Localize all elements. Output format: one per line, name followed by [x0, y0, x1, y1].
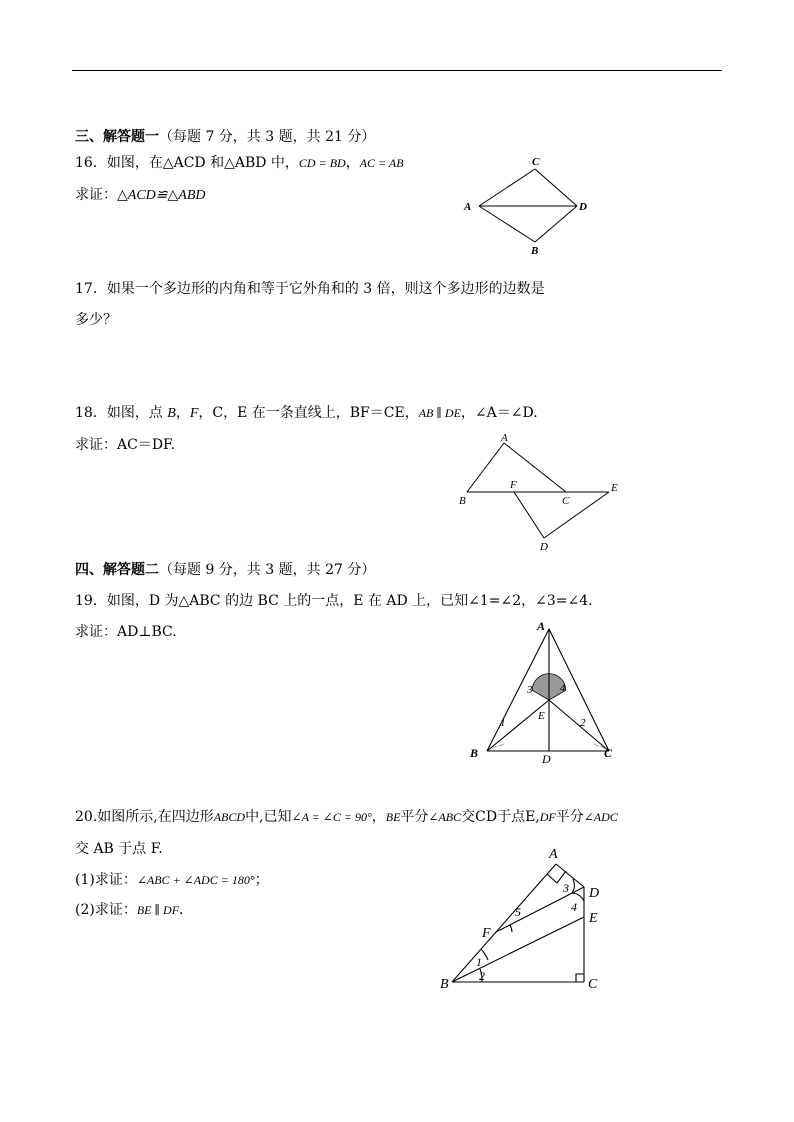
section3-title: [75, 128, 375, 146]
q20-p3: ，: [371, 809, 386, 825]
q16-seg-ac: [479, 169, 535, 206]
q19-label-e: E: [538, 710, 545, 722]
q20-label-c: C: [588, 977, 598, 992]
q20-angle-arc-5: [510, 925, 512, 932]
q19-seg-ec: [549, 700, 609, 751]
q20-part1: [75, 871, 269, 889]
q19-label-1: 1: [500, 717, 506, 729]
q19-label-b: B: [470, 746, 479, 760]
q19-figure: [462, 615, 627, 770]
q16-prove-prefix: 求证：: [75, 187, 117, 203]
q16-prove: [75, 186, 205, 205]
q18-label-c: C: [562, 495, 570, 507]
q19-prove: 求证：AD⊥BC.: [75, 624, 177, 640]
q20-p1: 20.如图所示,在四边形: [75, 809, 214, 825]
q20-p5: 交CD于点E,: [461, 809, 540, 825]
q16-statement: [75, 154, 404, 172]
q19-label-c: C: [604, 746, 613, 760]
header-rule: [72, 70, 722, 71]
q20-m3: BE: [385, 810, 401, 824]
q20-part1-math: ∠ABC + ∠ADC = 180°: [136, 873, 255, 887]
q16-seg-bd: [535, 206, 577, 242]
q19-label-3: 3: [527, 684, 533, 696]
q20-part2-suffix: ．: [179, 902, 194, 918]
q19-label-4: 4: [560, 682, 566, 694]
section4-note: （每题 9 分，共 3 题，共 27 分）: [159, 562, 376, 578]
q20-seg-ab: [452, 864, 556, 982]
q16-text: 16．如图，在△ACD 和△ABD 中，: [75, 155, 299, 171]
q20-part2: [75, 901, 193, 919]
q18-point-b: B: [167, 406, 176, 421]
q20-angle-arc-3: [572, 879, 574, 893]
q18-figure: [452, 428, 627, 556]
q20-right-angle-c: [576, 974, 584, 982]
q16-seg-cd: [535, 169, 577, 206]
q19-label-d: D: [542, 752, 551, 766]
q16-label-d: D: [579, 201, 587, 213]
q18-seg-ab: [467, 443, 504, 492]
q18-prove: 求证：AC＝DF.: [75, 437, 176, 453]
q20-part2-prefix: (2)求证：: [75, 902, 137, 918]
q16-seg-ab: [479, 206, 535, 242]
q16-figure: [455, 150, 615, 260]
q17-line2: 多少？: [75, 312, 117, 328]
section3-heading: 三、解答题一: [75, 129, 159, 145]
q20-label-5: 5: [515, 905, 521, 919]
q20-m5: DF: [539, 810, 556, 824]
q18-label-b: B: [459, 495, 466, 507]
section4-title: [75, 561, 375, 579]
section3-note: （每题 7 分，共 3 题，共 21 分）: [159, 129, 376, 145]
section4-heading: 四、解答题二: [75, 562, 159, 578]
q20-part1-suffix: ；: [254, 872, 269, 888]
q18-seg-de: [544, 492, 609, 538]
q20-part1-prefix: (1)求证：: [75, 872, 137, 888]
q18-label-e: E: [611, 482, 618, 494]
q20-label-e: E: [589, 911, 598, 926]
q18-parallel: AB ∥ DE: [418, 406, 461, 420]
q20-part2-math: BE ∥ DF: [136, 903, 180, 917]
q20-m6: ∠ADC: [583, 810, 618, 824]
q18-label-d: D: [540, 541, 548, 553]
q19-label-2: 2: [580, 717, 586, 729]
q20-line2: 交 AB 于点 F.: [75, 841, 163, 857]
q20-label-2: 2: [479, 969, 485, 983]
q19-label-a: A: [537, 619, 546, 633]
q18-text-b: ，∠A＝∠D.: [460, 405, 538, 421]
q18-text-a: 18．如图，点: [75, 405, 168, 421]
q18-label-a: A: [501, 432, 508, 444]
q16-label-c: C: [532, 156, 540, 168]
q19-statement: 19．如图，D 为△ABC 的边 BC 上的一点，E 在 AD 上，已知∠1=∠2，∠3=∠4.: [75, 593, 593, 609]
q20-seg-ad: [556, 864, 584, 887]
q16-cond1: CD = BD: [298, 156, 346, 170]
q20-m1: ABCD: [213, 810, 246, 824]
q20-figure: [432, 840, 612, 1000]
q20-p6: 平分: [555, 809, 584, 825]
q20-m4: ∠ABC: [428, 810, 462, 824]
q17-line1: 17．如果一个多边形的内角和等于它外角和的 3 倍，则这个多边形的边数是: [75, 281, 545, 297]
q18-seg-fd: [514, 492, 544, 538]
q18-statement: [75, 404, 538, 423]
q20-label-1: 1: [476, 955, 482, 969]
q20-label-f: F: [482, 926, 491, 941]
q20-p4: 平分: [400, 809, 429, 825]
q20-label-4: 4: [571, 900, 577, 914]
q20-statement: [75, 808, 618, 826]
q18-label-f: F: [510, 479, 517, 491]
q18-point-f: F: [189, 406, 199, 421]
q20-label-a: A: [549, 847, 558, 862]
q20-label-3: 3: [563, 881, 569, 895]
q16-label-a: A: [464, 201, 472, 213]
q20-label-d: D: [589, 886, 600, 901]
q20-angle-arc-1: [481, 949, 488, 960]
q18-comma: ，: [175, 405, 190, 421]
q20-seg-be: [452, 917, 584, 982]
q20-p2: 中,已知: [245, 809, 292, 825]
q18-rest: ，C，E 在一条直线上，BF＝CE，: [198, 405, 419, 421]
q16-sep: ，: [345, 155, 360, 171]
q19-seg-be: [487, 700, 549, 751]
q16-cond2: AC = AB: [359, 156, 404, 170]
q16-prove-math: △ACD≌△ABD: [117, 188, 206, 203]
q20-m2: ∠A = ∠C = 90°: [291, 810, 372, 824]
q20-label-b: B: [440, 977, 449, 992]
q16-label-b: B: [531, 245, 539, 257]
